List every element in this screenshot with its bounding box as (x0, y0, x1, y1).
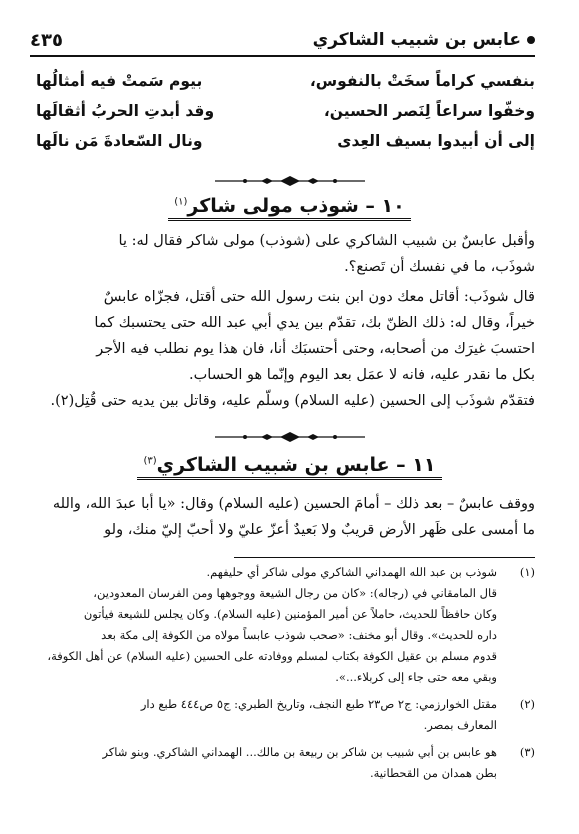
ornament-icon (215, 432, 365, 442)
footnote-number: (١) (519, 565, 535, 579)
footnote-line: مقتل الخوارزمي: ج٢ ص٢٣ طبع النجف، وتاريخ الطبري: ج٥ ص٤٤٤ طبع دار (140, 697, 497, 711)
footnote-line: قال المامقاني في (رجاله): «كان من رجال الشيعة ووجوهها ومن الفرسان المعدودين، (93, 586, 497, 600)
ornament-icon (215, 176, 365, 186)
verse-second-hemistich: بيوم سَمتْ فيه أمثالُها (36, 72, 203, 90)
verse-first-hemistich: إلى أن أبيدوا بسيف العِدى (337, 132, 535, 150)
section-10-body (34, 228, 535, 414)
footnote-line: بطن همدان من القحطانية. (369, 766, 497, 780)
section-heading-10 (0, 195, 579, 221)
footnote-line: شوذب بن عبد الله الهمداني الشاكري مولى شاكر أي حليفهم. (206, 565, 497, 579)
footnote-number: (٢) (519, 697, 535, 711)
footnote-3 (34, 742, 535, 784)
poem-verse (36, 96, 535, 126)
section-title-text: ١١ – عابس بن شبيب الشاكري (156, 454, 436, 476)
text-line: قال شوذَب: أقاتل معك دون ابن بنت رسول الله حتى أقتل، فجزّاه عابسٌ (103, 289, 535, 305)
footnote-line: قدوم مسلم بن عقيل الكوفة بكتاب لمسلم ووفادته على الحسين (عليه السلام) عن أهل الكوفة، (47, 649, 497, 663)
verse-first-hemistich: وخفّوا سراعاً لِنَصر الحسين، (323, 102, 535, 120)
bullet-icon (527, 36, 535, 44)
header-rule (30, 55, 535, 57)
heading-underline (168, 218, 411, 221)
footnote-2 (34, 694, 535, 736)
footnote-line: وكان حافظاً للحديث، حاملاً عن أمير المؤمنين (عليه السلام). وكان يجلس للشيعة فيأتون (83, 607, 497, 621)
text-line: ووقف عابسٌ – بعد ذلك – أمامَ الحسين (عليه السلام) وقال: «يا أبا عبدَ الله، والله (52, 496, 535, 512)
section-11-body (34, 491, 535, 543)
footnote-number: (٣) (519, 745, 535, 759)
section-title (137, 454, 441, 480)
footnote-marker: (٣) (143, 455, 157, 467)
text-line: خيراً، وقال له: ذلك الظنّ بك، تقدّم بين يدي أبي عبد الله حتى يحتسبك كما (94, 315, 535, 331)
footnotes (34, 562, 535, 784)
footnote-marker: (١) (174, 196, 188, 208)
text-line: ما أمسى على ظَهر الأرض قريبٌ ولا بَعيدٌ أعزّ عليّ ولا أحبّ إليّ منك، ولو (104, 522, 535, 538)
section-title-text: ١٠ – شوذب مولى شاكر (187, 195, 405, 217)
verse-first-hemistich: بنفسي كراماً سخَتْ بالنفوس، (309, 72, 535, 90)
text-line: شوذَب، ما في نفسك أن تَصنع؟. (344, 259, 535, 275)
text-line: وأقبل عابسٌ بن شبيب الشاكري على (شوذب) مولى شاكر فقال له: يا (118, 233, 535, 249)
footnote-line: داره للحديث». وقال أبو مخنف: «صحب شوذب عابساً مولاه من الكوفة إلى مكة بعد (101, 628, 497, 642)
poem-verse (36, 66, 535, 96)
poem (36, 66, 535, 156)
text-line: بكل ما نقدر عليه، فانه لا عمَل بعد اليوم وإنّما هو الحساب. (189, 367, 535, 383)
verse-second-hemistich: وقد أبدتِ الحربُ أثقالَها (36, 102, 215, 120)
heading-underline (137, 477, 441, 480)
ornamental-divider (0, 176, 579, 186)
footnote-line: هو عابس بن أبي شبيب بن شاكر بن ربيعة بن مالك... الهمداني الشاكري. وبنو شاكر (102, 745, 497, 759)
running-title-text: عابس بن شبيب الشاكري (312, 30, 521, 50)
section-title (168, 195, 411, 221)
poem-verse (36, 126, 535, 156)
verse-second-hemistich: ونال السّعادةَ مَن نالَها (36, 132, 203, 150)
footnote-line: المعارف بمصر. (423, 718, 497, 732)
footnote-line: وبقي معه حتى جاء إلى كربلاء...». (335, 670, 497, 684)
page-number: ٤٣٥ (30, 30, 63, 51)
text-line: فتقدّم شوذَب إلى الحسين (عليه السلام) وسلّم عليه، وقاتل بين يديه حتى قُتِل(٢). (50, 393, 535, 409)
text-line: احتسبَ غيرَك من أصحابه، وحتى أحتسبَك أنا، فان هذا يوم نطلب فيه الأجر (96, 341, 535, 357)
ornamental-divider (0, 432, 579, 442)
footnote-rule (234, 557, 535, 558)
section-heading-11 (0, 454, 579, 480)
footnote-1 (34, 562, 535, 688)
running-title (313, 30, 535, 50)
